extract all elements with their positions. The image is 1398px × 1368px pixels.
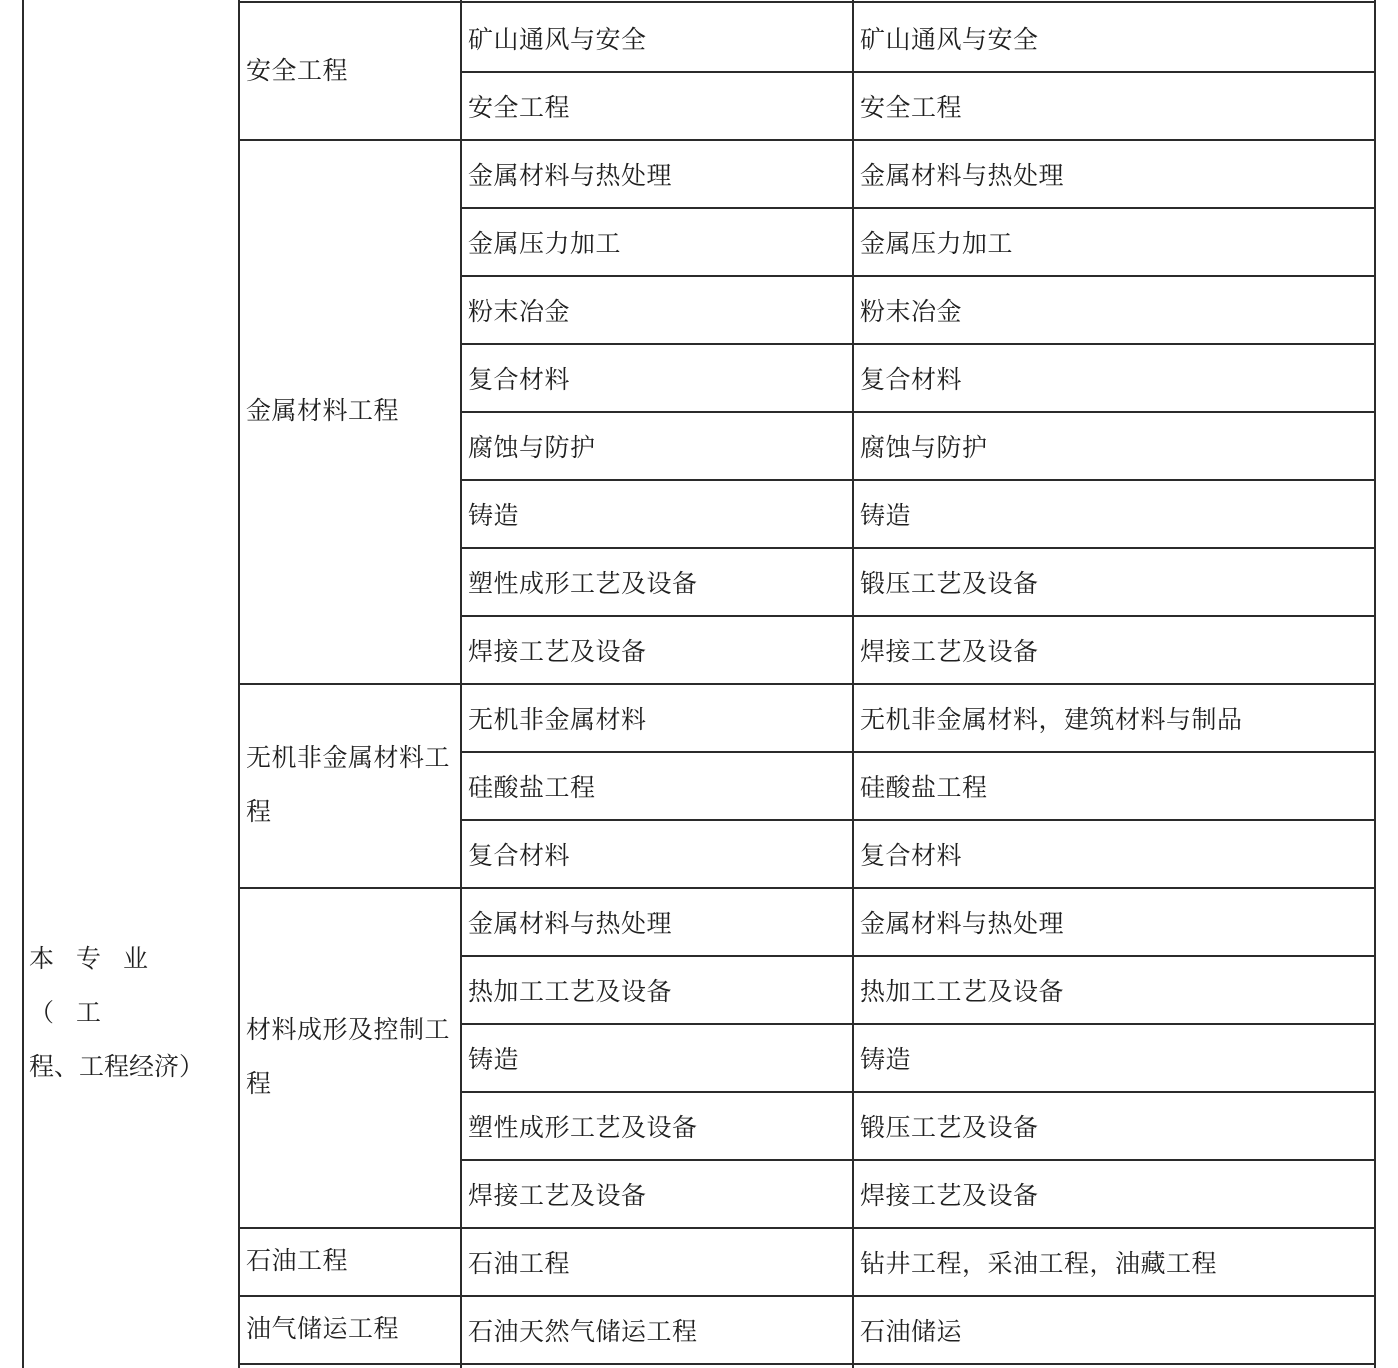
old-major-cell: 铸造 [860,501,912,530]
top-border [238,1,1376,3]
old-major-cell: 锻压工艺及设备 [860,1113,1039,1142]
major-name-cell [246,731,458,839]
major-name-cell [246,44,458,98]
current-major-cell: 石油天然气储运工程 [468,1317,698,1346]
old-major-cell: 石油储运 [860,1317,963,1346]
old-major-cell: 安全工程 [860,93,963,122]
row-divider [460,955,1376,957]
current-major-cell: 安全工程 [468,93,571,122]
group-divider [238,1295,1376,1297]
row-divider [460,819,1376,821]
old-major-cell: 无机非金属材料，建筑材料与制品 [860,705,1243,734]
group-divider [238,1363,1376,1365]
category-label [29,932,234,1094]
current-major-cell: 焊接工艺及设备 [468,1181,647,1210]
old-major-cell: 焊接工艺及设备 [860,1181,1039,1210]
current-major-cell: 矿山通风与安全 [468,25,647,54]
current-major-cell: 金属材料与热处理 [468,161,673,190]
group-divider [238,683,1376,685]
current-major-cell: 金属材料与热处理 [468,909,673,938]
major-name-line-2: 程 [246,797,272,826]
current-major-cell: 硅酸盐工程 [468,773,596,802]
old-major-cell: 矿山通风与安全 [860,25,1039,54]
major-name-line-1: 材料成形及控制工 [246,1015,451,1044]
current-major-cell: 热加工工艺及设备 [468,977,673,1006]
old-major-cell: 硅酸盐工程 [860,773,988,802]
current-major-cell: 石油工程 [468,1249,571,1278]
current-major-cell: 焊接工艺及设备 [468,637,647,666]
row-divider [460,547,1376,549]
row-divider [460,275,1376,277]
major-name-line-2: 程 [246,1069,272,1098]
old-major-cell: 腐蚀与防护 [860,433,988,462]
row-divider [460,615,1376,617]
current-major-cell: 塑性成形工艺及设备 [468,1113,698,1142]
row-divider [460,1159,1376,1161]
major-name-cell [246,1003,458,1111]
category-label-line-1: 本专业（工 [29,944,171,1027]
major-name-cell [246,384,458,438]
old-major-cell: 复合材料 [860,841,963,870]
major-name-line-1: 油气储运工程 [246,1314,400,1343]
row-divider [460,411,1376,413]
row-divider [460,207,1376,209]
old-major-cell: 铸造 [860,1045,912,1074]
row-divider [460,1023,1376,1025]
row-divider [460,1091,1376,1093]
old-major-cell: 锻压工艺及设备 [860,569,1039,598]
row-divider [460,479,1376,481]
old-major-cell: 复合材料 [860,365,963,394]
current-major-cell: 塑性成形工艺及设备 [468,569,698,598]
current-major-cell: 铸造 [468,1045,520,1074]
major-name-cell [246,1234,458,1288]
old-major-cell: 粉末冶金 [860,297,963,326]
row-divider [460,751,1376,753]
current-major-cell: 复合材料 [468,365,571,394]
old-major-cell: 金属材料与热处理 [860,161,1065,190]
major-name-cell [246,1302,458,1356]
category-label-line-2: 程、工程经济） [29,1052,205,1081]
current-major-cell: 金属压力加工 [468,229,622,258]
old-major-cell: 钻井工程，采油工程，油藏工程 [860,1249,1218,1278]
major-name-line-1: 无机非金属材料工 [246,743,451,772]
group-divider [238,887,1376,889]
old-major-cell: 热加工工艺及设备 [860,977,1065,1006]
current-major-cell: 铸造 [468,501,520,530]
major-name-line-1: 石油工程 [246,1246,349,1275]
major-name-line-1: 安全工程 [246,56,349,85]
old-major-cell: 焊接工艺及设备 [860,637,1039,666]
row-divider [460,343,1376,345]
major-name-line-1: 金属材料工程 [246,396,400,425]
group-divider [238,139,1376,141]
outer-left-border [22,0,24,1368]
group-divider [238,1227,1376,1229]
row-divider [460,71,1376,73]
current-major-cell: 腐蚀与防护 [468,433,596,462]
old-major-cell: 金属材料与热处理 [860,909,1065,938]
current-major-cell: 复合材料 [468,841,571,870]
current-major-cell: 粉末冶金 [468,297,571,326]
current-major-cell: 无机非金属材料 [468,705,647,734]
old-major-cell: 金属压力加工 [860,229,1014,258]
